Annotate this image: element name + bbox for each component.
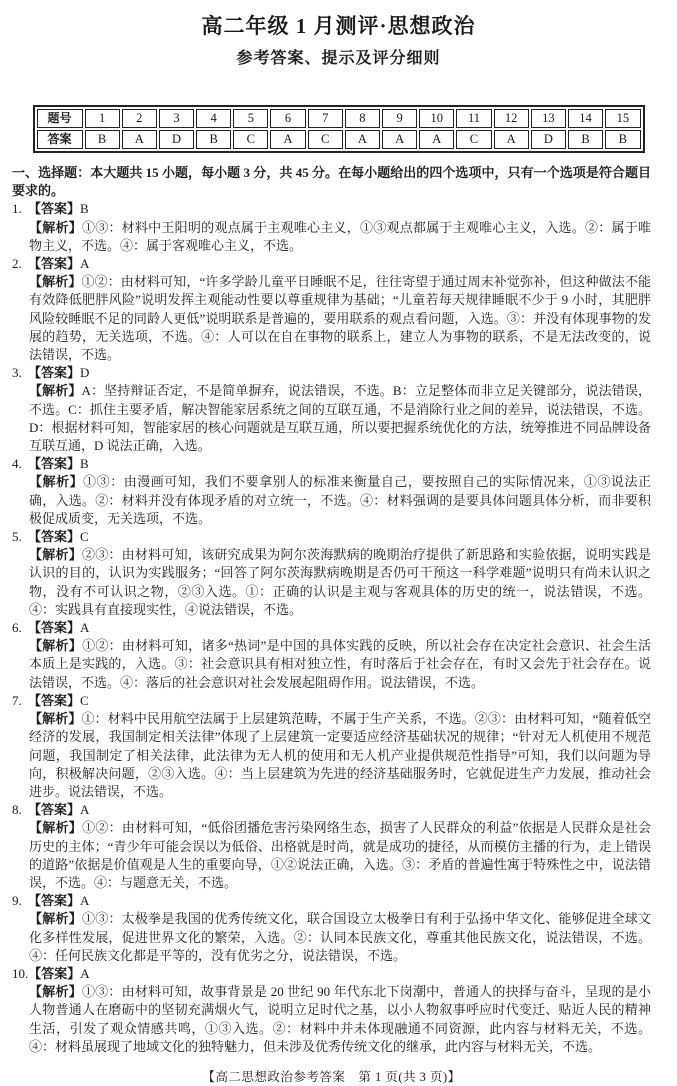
question-number-cell: 3 (159, 109, 194, 128)
question-number-cell: 1 (85, 109, 120, 128)
answer-item (12, 619, 651, 692)
answer-value: A (80, 893, 90, 909)
answer-label: 【答案】 (28, 620, 81, 636)
answer-cell: C (308, 130, 343, 149)
analysis-body: ①③：由漫画可知，我们不要拿别人的标准来衡量自己，要按照自己的实际情况来，①③说法正确，入选。②：材料并没有体现矛盾的对立统一，不选。④：材料强调的是要具体问题具体分析，而非要积极促成质变，无关选项，不选。 (29, 474, 651, 526)
item-number: 8. (12, 802, 22, 818)
analysis-label: 【解析】 (29, 474, 84, 490)
question-number-cell: 15 (605, 109, 640, 128)
section-intro: 一、选择题：本大题共 15 小题，每小题 3 分，共 45 分。在每小题给出的四个选项中，只有一个选项是符合题目要求的。 (12, 165, 651, 199)
answer-label: 【答案】 (28, 965, 81, 981)
answer-label: 【答案】 (28, 201, 81, 217)
analysis-body: ①②：由材料可知，诸多“热词”是中国的具体实践的反映，所以社会存在决定社会意识、社会生活本质上是实践的，入选。③：社会意识具有相对独立性，有时落后于社会存在，有时又会先于社会存在。说法错误，不选。④：落后的社会意识对社会发展起阻碍作用。说法错误，不选。 (29, 638, 651, 690)
item-number: 2. (12, 256, 22, 272)
answer-cell: B (605, 130, 640, 149)
analysis-text (12, 382, 651, 455)
question-number-cell: 14 (568, 109, 603, 128)
question-number-cell: 6 (270, 109, 305, 128)
answer-label: 【答案】 (28, 893, 81, 909)
item-number: 3. (12, 365, 22, 381)
question-number-cell: 12 (494, 109, 529, 128)
analysis-body: ②③：由材料可知，该研究成果为阿尔茨海默病的晚期治疗提供了新思路和实验依据，说明实践是认识的目的，认识为实践服务；“回答了阿尔茨海默病晚期是否仍可干预这一科学难题”说明只有尚未认识之物，没有不可认识之物，②③入选。①：正确的认识是主观与客观具体的历史的统一，说法错误，不选。④：实践具有直接现实性，④说法错误，不选。 (29, 547, 651, 617)
answer-cell: B (196, 130, 231, 149)
analysis-body: ①：材料中民用航空法属于上层建筑范畴，不属于生产关系，不选。②③：由材料可知，“随着低空经济的发展，我国制定相关法律”体现了上层建筑一定要适应经济基础状况的规律；“针对无人机使用不规范问题，我国制定了相关法律，此法律为无人机的使用和无人机产业提供规范性指导”可知，我们以问题为导向，积极解决问题，②③入选。④：当上层建筑为先进的经济基础服务时，它就促进生产力发展，推动社会进步。说法错误，不选。 (29, 711, 651, 799)
analysis-body: ①②：由材料可知，“许多学龄儿童平日睡眠不足，往往寄望于通过周末补觉弥补，但这种做法不能有效降低肥胖风险”说明发挥主观能动性要以尊重规律为基础；“儿童若每天规律睡眠不少于 9 小时，其肥胖风险较睡眠不足的同龄人更低”说明联系是普遍的，要用联系的观点看问题，入选。③：并没有体现事物的发展的趋势，无关选项，不选。④：人可以在自在事物的联系上，建立人为事物的联系，不是无法改变的，说法错误，不选。 (29, 274, 651, 363)
answer-line (12, 801, 651, 819)
question-number-row-label: 题号 (37, 109, 83, 128)
question-number-cell: 11 (456, 109, 491, 128)
answer-row-label: 答案 (37, 130, 83, 149)
answer-value: A (80, 620, 90, 636)
answer-value: C (80, 529, 89, 545)
question-number-cell: 9 (382, 109, 417, 128)
analysis-body: ①③：太极拳是我国的优秀传统文化，联合国设立太极拳日有利于弘扬中华文化、能够促进全球文化多样性发展，促进世界文化的繁荣，入选。②：认同本民族文化，尊重其他民族文化，说法错误，不选。④：任何民族文化都是平等的，没有优劣之分，说法错误，不选。 (29, 911, 651, 963)
answer-line (12, 255, 651, 273)
question-number-cell: 10 (419, 109, 454, 128)
content-area (0, 164, 677, 1086)
answer-cell: C (233, 130, 268, 149)
analysis-text (12, 710, 651, 801)
analysis-label: 【解析】 (29, 911, 82, 927)
answer-line (12, 965, 651, 983)
analysis-text (12, 983, 651, 1056)
analysis-text (12, 910, 651, 965)
answer-cell: A (122, 130, 157, 149)
answer-cell: A (270, 130, 305, 149)
answer-value: B (80, 201, 89, 217)
answer-value: A (80, 802, 90, 818)
analysis-label: 【解析】 (29, 984, 82, 1000)
answer-item (12, 965, 651, 1056)
analysis-label: 【解析】 (29, 638, 83, 654)
answer-line (12, 200, 651, 218)
answer-label: 【答案】 (28, 456, 81, 472)
answer-line (12, 528, 651, 546)
item-number: 7. (12, 692, 22, 708)
answer-item (12, 200, 651, 255)
item-number: 5. (12, 529, 22, 545)
answer-table (33, 105, 645, 153)
question-number-cell: 2 (122, 109, 157, 128)
answer-line (12, 692, 651, 710)
analysis-label: 【解析】 (29, 547, 82, 563)
item-number: 4. (12, 456, 22, 472)
answer-label: 【答案】 (28, 802, 81, 818)
answer-line (12, 892, 651, 910)
analysis-body: ①②：由材料可知，“低俗团播危害污染网络生态，损害了人民群众的利益”依据是人民群众是社会历史的主体；“青少年可能会误以为低俗、出格就是时尚，就是成功的捷径，从而模仿主播的行为，走上错误的道路”依据是价值观是人生的重要向导，①②说法正确，入选。③：矛盾的普遍性寓于特殊性之中，说法错误，不选。④：与题意无关，不选。 (29, 820, 651, 890)
answer-cell: A (419, 130, 454, 149)
answer-item (12, 364, 651, 455)
answer-line (12, 455, 651, 473)
question-number-row (37, 109, 641, 128)
analysis-body: ①③：由材料可知，故事背景是 20 世纪 90 年代东北下岗潮中，普通人的抉择与奋斗，呈现的是小人物普通人在磨砺中的坚韧充满烟火气，说明立足时代之基，以小人物叙事呼应时代变迁、贴近人民的精神生活，引发了观众情感共鸣，①③入选。②：材料中并未体现融通不同资源，此内容与材料无关，不选。④：材料虽展现了地域文化的独特魅力，但未涉及优秀传统文化的继承，此内容与材料无关，不选。 (29, 984, 651, 1054)
answer-item (12, 528, 651, 619)
answer-label: 【答案】 (28, 692, 81, 708)
answer-value: A (80, 256, 90, 272)
analysis-label: 【解析】 (29, 820, 83, 836)
answer-cell: D (159, 130, 194, 149)
page-title: 高二年级 1 月测评·思想政治 (201, 14, 476, 38)
page-subtitle: 参考答案、提示及评分细则 (236, 50, 441, 67)
answer-value: D (80, 365, 90, 381)
items-list (12, 200, 651, 1056)
answer-item (12, 801, 651, 892)
page-footer: 【高二思想政治参考答案 第 1 页(共 3 页)】 (202, 1069, 461, 1084)
answer-cell: A (494, 130, 529, 149)
answer-cell: D (531, 130, 566, 149)
analysis-label: 【解析】 (29, 219, 82, 235)
question-number-cell: 7 (308, 109, 343, 128)
answer-item (12, 455, 651, 528)
analysis-text (12, 473, 651, 528)
answer-value: A (80, 965, 90, 981)
answer-item (12, 892, 651, 965)
answer-value: C (80, 692, 89, 708)
answer-cell: B (568, 130, 603, 149)
question-number-cell: 8 (345, 109, 380, 128)
analysis-text (12, 819, 651, 892)
answer-item (12, 692, 651, 801)
answer-label: 【答案】 (28, 256, 81, 272)
answer-cell: A (382, 130, 417, 149)
answer-cell: C (456, 130, 491, 149)
analysis-text (12, 637, 651, 692)
analysis-body: A：坚持辩证否定，不是简单摒弃，说法错误，不选。B：立足整体而非立足关键部分，说法错误，不选。C：抓住主要矛盾，解决智能家居系统之间的互联互通，不是消除行业之间的差异，说法错误，不选。D：根据材料可知，智能家居的核心问题就是互联互通，所以要把握系统优化的方法，统筹推进不同品牌设备互联互通，D 说法正确，入选。 (29, 383, 651, 454)
answer-line (12, 364, 651, 382)
analysis-text (12, 219, 651, 255)
answer-cell: B (85, 130, 120, 149)
question-number-cell: 5 (233, 109, 268, 128)
answer-label: 【答案】 (28, 529, 81, 545)
answer-value: B (80, 456, 89, 472)
answer-row (37, 130, 641, 149)
item-number: 1. (12, 201, 22, 217)
question-number-cell: 13 (531, 109, 566, 128)
item-number: 9. (12, 893, 22, 909)
analysis-label: 【解析】 (29, 711, 82, 727)
item-number: 10. (12, 965, 29, 981)
analysis-text (12, 546, 651, 619)
analysis-text (12, 273, 651, 364)
analysis-body: ①③：材料中王阳明的观点属于主观唯心主义，①③观点都属于主观唯心主义，入选。②：属于唯物主义，不选。④：属于客观唯心主义，不选。 (29, 219, 651, 253)
question-number-cell: 4 (196, 109, 231, 128)
item-number: 6. (12, 620, 22, 636)
answer-item (12, 255, 651, 364)
analysis-label: 【解析】 (29, 274, 82, 290)
answer-line (12, 619, 651, 637)
answer-label: 【答案】 (28, 365, 81, 381)
analysis-label: 【解析】 (29, 383, 82, 399)
answer-cell: A (345, 130, 380, 149)
